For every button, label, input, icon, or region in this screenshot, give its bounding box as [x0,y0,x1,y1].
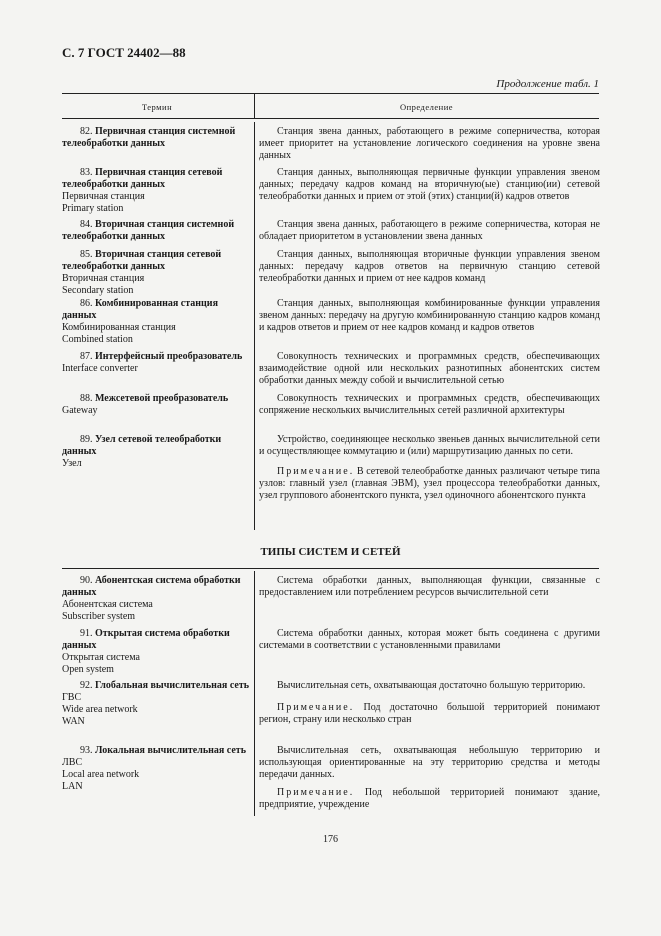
note-text: Под небольшой территорией понимают здание, предприятие, учреждение [259,787,601,810]
term-label: Интерфейсный преобразователь [95,351,243,362]
column-divider [254,571,255,816]
term-number: 84. [80,219,93,230]
page-header: С. 7 ГОСТ 24402—88 [62,45,186,60]
column-header-term: Термин [141,102,173,112]
definition: Вычислительная сеть, охватывающая небольшую территорию и использующая ориентированные на эту территорию средства и методы передачи данных. [259,745,600,780]
term-english: Local area network [62,769,140,780]
term-label: Первичная станция системной телеобработки данных [62,126,236,149]
column-divider [254,122,255,530]
column-header-definition: Определение [399,102,454,112]
definition: Система обработки данных, выполняющая функции, связанные с предоставлением или потреблением ресурсов вычислительной сети [259,575,600,598]
note-text: Под достаточно большой территорией понимают регион, страну или несколько стран [259,702,600,725]
term-english: Secondary station [62,285,134,296]
term-english: Primary station [62,203,124,214]
definition-block [259,680,600,726]
section-title: ТИПЫ СИСТЕМ И СЕТЕЙ [260,546,401,558]
definition: Совокупность технических и программных средств, обеспечивающих взаимодействие одной или нескольких разнотипных абонентских систем обработки данных между собой и вычислительной сетью [259,351,600,386]
term-english-abbreviation: LAN [62,781,83,792]
term-number: 93. [80,745,93,756]
term-label: Первичная станция сетевой телеобработки данных [62,167,223,190]
term-english: Subscriber system [62,611,136,622]
term-number: 83. [80,167,93,178]
term-number: 82. [80,126,93,137]
term-number: 90. [80,575,93,586]
table-continuation-label: Продолжение табл. 1 [496,78,599,90]
term-abbreviation: ГВС [62,692,82,703]
term-synonym: Первичная станция [62,191,145,202]
note-label: Примечание. [277,787,355,798]
term-label: Открытая система обработки данных [62,628,230,651]
term-number: 92. [80,680,93,691]
table-top-rule [62,93,599,94]
definition: Устройство, соединяющее несколько звеньев данных вычислительной сети и осуществляющее коммутацию и (или) маршрутизацию данных по сети. [259,434,600,457]
term-english: Open system [62,664,114,675]
term-english-abbreviation: WAN [62,716,85,727]
term-synonym: Абонентская система [62,599,153,610]
term-label: Локальная вычислительная сеть [95,745,247,756]
page-number: 176 [323,834,338,845]
term-english: Wide area network [62,704,138,715]
definition: Станция данных, выполняющая вторичные функции управления звеном данных: передачу кадров ответов на первичную станцию сетевой телеобработки данных и прием от нее кадров команд [259,249,600,284]
note-label: Примечание. [277,466,355,477]
term-number: 87. [80,351,93,362]
term-english: Gateway [62,405,98,416]
term-label: Межсетевой преобразователь [95,393,229,404]
term-label: Комбинированная станция данных [62,298,218,321]
definition-block [259,745,600,811]
definition: Станция данных, выполняющая комбинированные функции управления звеном данных: передачу на другую комбинированную станцию кадров команд и кадров ответов и прием от нее кадров команд и кадров ответов [259,298,600,333]
definition-block [259,434,600,502]
section-top-rule [62,568,599,569]
definition: Вычислительная сеть, охватывающая достаточно большую территорию. [277,680,586,691]
term-number: 85. [80,249,93,260]
term-number: 88. [80,393,93,404]
note-text: В сетевой телеобработке данных различают четыре типа узлов: главный узел (главная ЭВМ), узел процессора телеобработки данных, узел группового абонентского пункта, узел одиночного абонентского пункта [259,466,600,501]
term-english: Interface converter [62,363,138,374]
term-synonym: Узел [62,458,82,469]
term-synonym: Вторичная станция [62,273,145,284]
table-header-rule [62,118,599,119]
term-number: 86. [80,298,93,309]
term-synonym: Открытая система [62,652,140,663]
definition-note [259,466,600,502]
term-label: Узел сетевой телеобработки данных [62,434,222,457]
definition-note [259,787,600,811]
definition: Станция звена данных, работающего в режиме соперничества, которая имеет приоритет на установление логического соединения на уровне звена данных [259,126,600,161]
definition: Станция звена данных, работающего в режиме соперничества, которая не обладает приоритетом в установлении звена данных [259,219,600,242]
definition: Станция данных, выполняющая первичные функции управления звеном данных; передачу кадров команд на вторичную(ые) станцию(ии) сетевой телеобработки данных и прием от этой (этих) станции(й) кадров ответов [259,167,600,202]
term-label: Вторичная станция сетевой телеобработки данных [62,249,222,272]
term-number: 89. [80,434,93,445]
header-divider [254,93,255,118]
note-label: Примечание. [277,702,355,713]
term-english: Combined station [62,334,133,345]
term-abbreviation: ЛВС [62,757,83,768]
term-number: 91. [80,628,93,639]
definition: Система обработки данных, которая может быть соединена с другими системами в соответствии с установленными правилами [259,628,600,651]
term-synonym: Комбинированная станция [62,322,176,333]
definition-note [259,702,600,726]
term-label: Абонентская система обработки данных [62,575,241,598]
term-label: Вторичная станция системной телеобработки данных [62,219,235,242]
definition: Совокупность технических и программных средств, обеспечивающих сопряжение нескольких вычислительных сетей различной архитектуры [259,393,600,416]
term-label: Глобальная вычислительная сеть [95,680,250,691]
